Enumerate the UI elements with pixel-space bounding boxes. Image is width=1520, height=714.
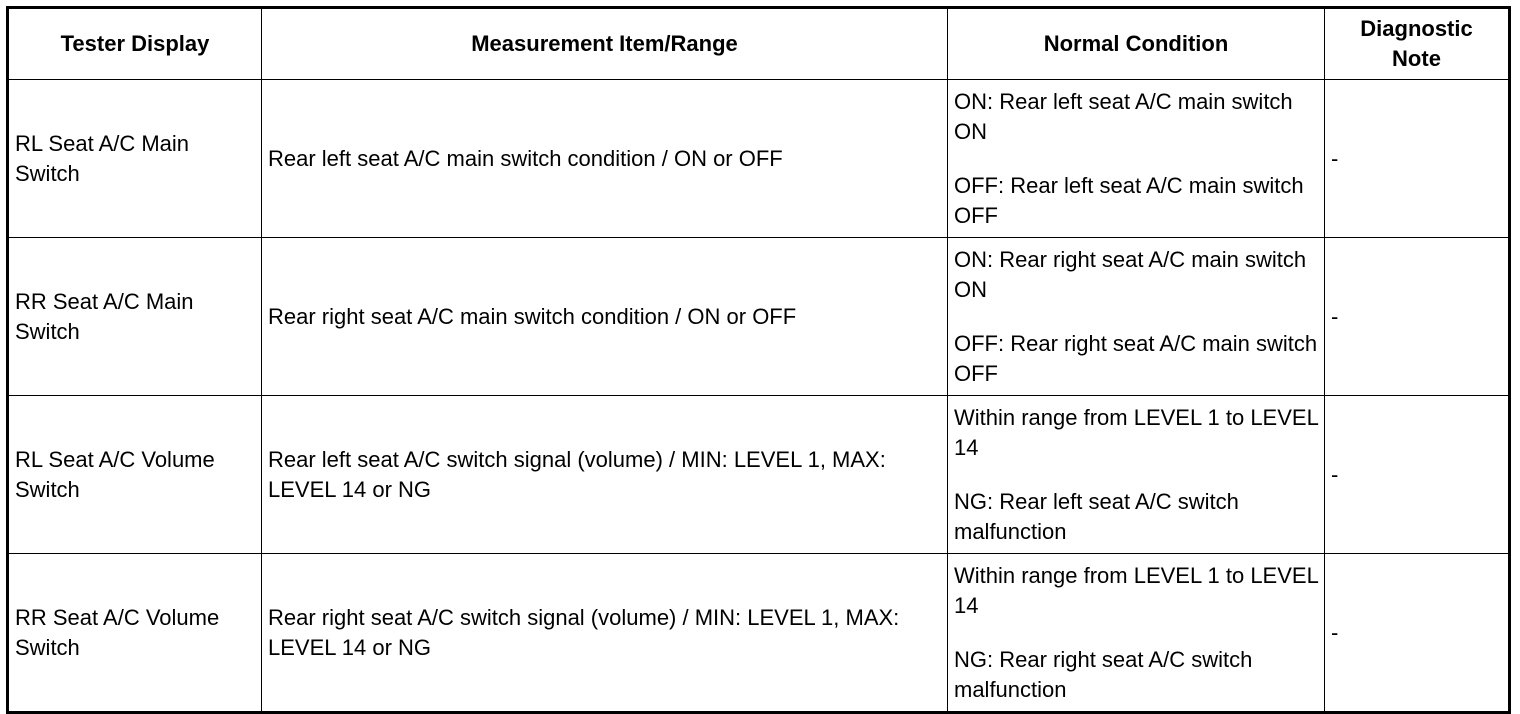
normal-condition-ng: NG: Rear left seat A/C switch malfunction [954, 488, 1239, 544]
data-list-table [6, 6, 1511, 714]
normal-condition-off: OFF: Rear right seat A/C main switch OFF [954, 330, 1318, 386]
table-header [8, 8, 1510, 80]
table-row [8, 396, 1510, 554]
measurement-cell: Rear right seat A/C main switch condition / ON or OFF [262, 238, 948, 396]
condition-spacer [954, 305, 1318, 329]
header-normal-condition: Normal Condition [948, 8, 1325, 80]
header-measurement-item: Measurement Item/Range [262, 8, 948, 80]
header-diagnostic-note-label: Diagnostic Note [1360, 16, 1473, 71]
diagnostic-note-cell: - [1325, 396, 1510, 554]
header-tester-display: Tester Display [8, 8, 262, 80]
measurement-cell: Rear right seat A/C switch signal (volume) / MIN: LEVEL 1, MAX: LEVEL 14 or NG [262, 554, 948, 713]
diagnostic-note-cell: - [1325, 554, 1510, 713]
table-row [8, 238, 1510, 396]
tester-display-cell: RL Seat A/C Main Switch [8, 80, 262, 238]
header-row [8, 8, 1510, 80]
normal-condition-cell [948, 554, 1325, 713]
tester-display-cell: RL Seat A/C Volume Switch [8, 396, 262, 554]
normal-condition-off: OFF: Rear left seat A/C main switch OFF [954, 172, 1304, 228]
tester-display-cell: RR Seat A/C Main Switch [8, 238, 262, 396]
diagnostic-note-cell: - [1325, 238, 1510, 396]
normal-condition-on: ON: Rear left seat A/C main switch ON [954, 88, 1293, 144]
measurement-cell: Rear left seat A/C main switch condition / ON or OFF [262, 80, 948, 238]
table-row [8, 80, 1510, 238]
table-body [8, 80, 1510, 713]
normal-condition-ng: NG: Rear right seat A/C switch malfunction [954, 646, 1253, 702]
tester-display-cell: RR Seat A/C Volume Switch [8, 554, 262, 713]
header-diagnostic-note [1325, 8, 1510, 80]
diagnostic-note-cell: - [1325, 80, 1510, 238]
normal-condition-on: ON: Rear right seat A/C main switch ON [954, 246, 1307, 302]
measurement-cell: Rear left seat A/C switch signal (volume) / MIN: LEVEL 1, MAX: LEVEL 14 or NG [262, 396, 948, 554]
condition-spacer [954, 621, 1318, 645]
condition-spacer [954, 463, 1318, 487]
normal-condition-range: Within range from LEVEL 1 to LEVEL 14 [954, 404, 1318, 460]
normal-condition-cell [948, 396, 1325, 554]
normal-condition-cell [948, 238, 1325, 396]
normal-condition-cell [948, 80, 1325, 238]
condition-spacer [954, 147, 1318, 171]
normal-condition-range: Within range from LEVEL 1 to LEVEL 14 [954, 562, 1318, 618]
table-row [8, 554, 1510, 713]
